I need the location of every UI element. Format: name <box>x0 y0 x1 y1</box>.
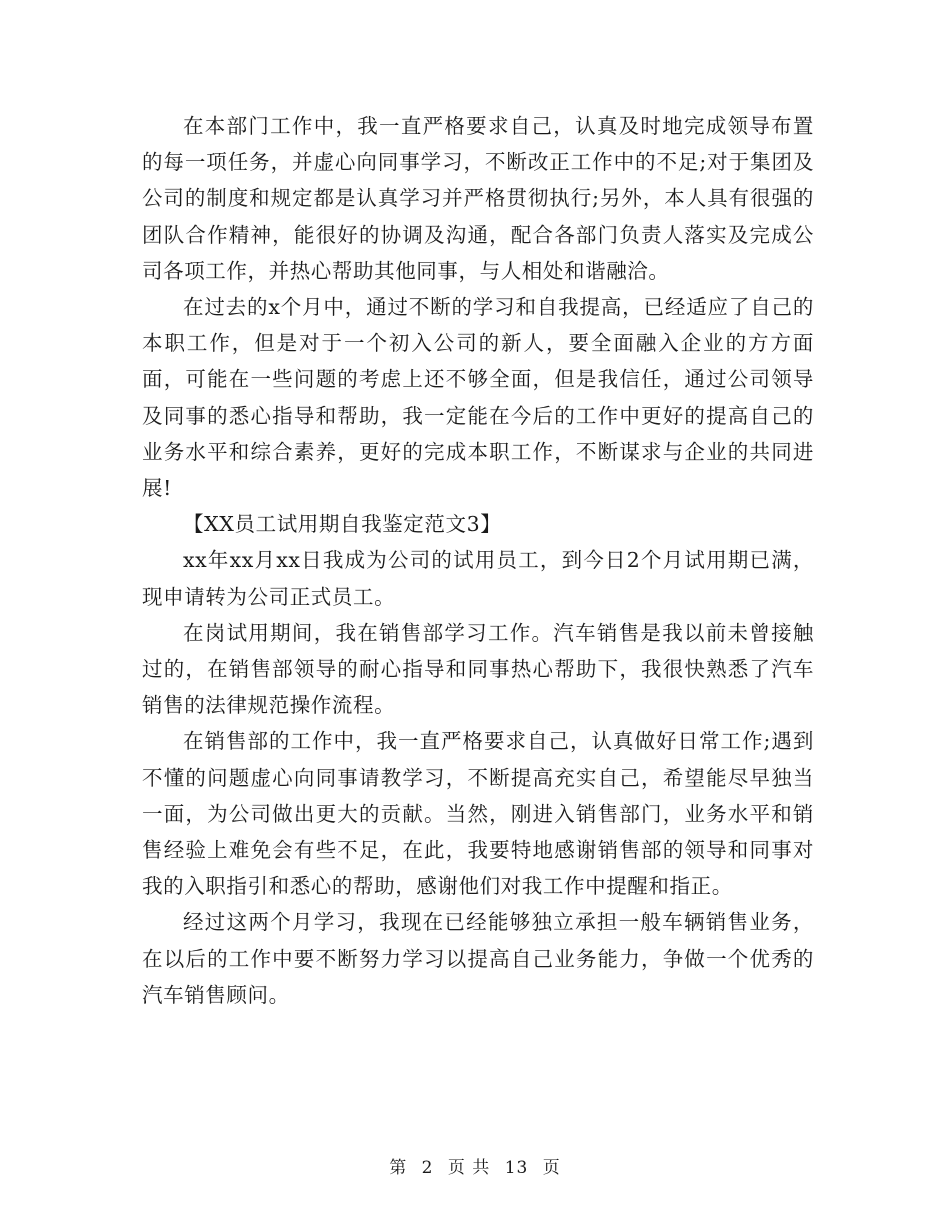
paragraph-sales-work: 在销售部的工作中，我一直严格要求自己，认真做好日常工作;遇到不懂的问题虚心向同事请教学习，不断提高充实自己，希望能尽早独当一面，为公司做出更大的贡献。当然，刚进入销售部门，业务水平和销售经验上难免会有些不足，在此，我要特地感谢销售部的领导和同事对我的入职指引和悉心的帮助，感谢他们对我工作中提醒和指正。 <box>142 729 814 899</box>
paragraph-conclusion: 经过这两个月学习，我现在已经能够独立承担一般车辆销售业务，在以后的工作中要不断努力学习以提高自己业务能力，争做一个优秀的汽车销售顾问。 <box>142 910 814 1007</box>
footer-page-number: 2 <box>421 1158 434 1178</box>
paragraph-application: xx年xx月xx日我成为公司的试用员工，到今日2个月试用期已满，现申请转为公司正式员工。 <box>142 548 814 609</box>
footer-suffix: 页 <box>542 1158 561 1178</box>
paragraph-work-attitude: 在本部门工作中，我一直严格要求自己，认真及时地完成领导布置的每一项任务，并虚心向同事学习，不断改正工作中的不足;对于集团及公司的制度和规定都是认真学习并严格贯彻执行;另外，本人具有很强的团队合作精神，能很好的协调及沟通，配合各部门负责人落实及完成公司各项工作，并热心帮助其他同事，与人相处和谐融洽。 <box>142 114 814 283</box>
footer-middle: 页 共 <box>447 1158 491 1178</box>
footer-total-pages: 13 <box>504 1158 529 1178</box>
paragraph-probation: 在岗试用期间，我在销售部学习工作。汽车销售是我以前未曾接触过的，在销售部领导的耐心指导和同事热心帮助下，我很快熟悉了汽车销售的法律规范操作流程。 <box>142 620 814 718</box>
section-heading: 【XX员工试用期自我鉴定范文3】 <box>183 512 502 537</box>
page-footer <box>0 1153 950 1178</box>
paragraph-past-months: 在过去的x个月中，通过不断的学习和自我提高，已经适应了自己的本职工作，但是对于一个初入公司的新人，要全面融入企业的方方面面，可能在一些问题的考虑上还不够全面，但是我信任，通过公司领导及同事的悉心指导和帮助，我一定能在今后的工作中更好的提高自己的业务水平和综合素养，更好的完成本职工作，不断谋求与企业的共同进展! <box>142 295 814 501</box>
document-body <box>142 108 814 1013</box>
footer-prefix: 第 <box>389 1158 408 1178</box>
